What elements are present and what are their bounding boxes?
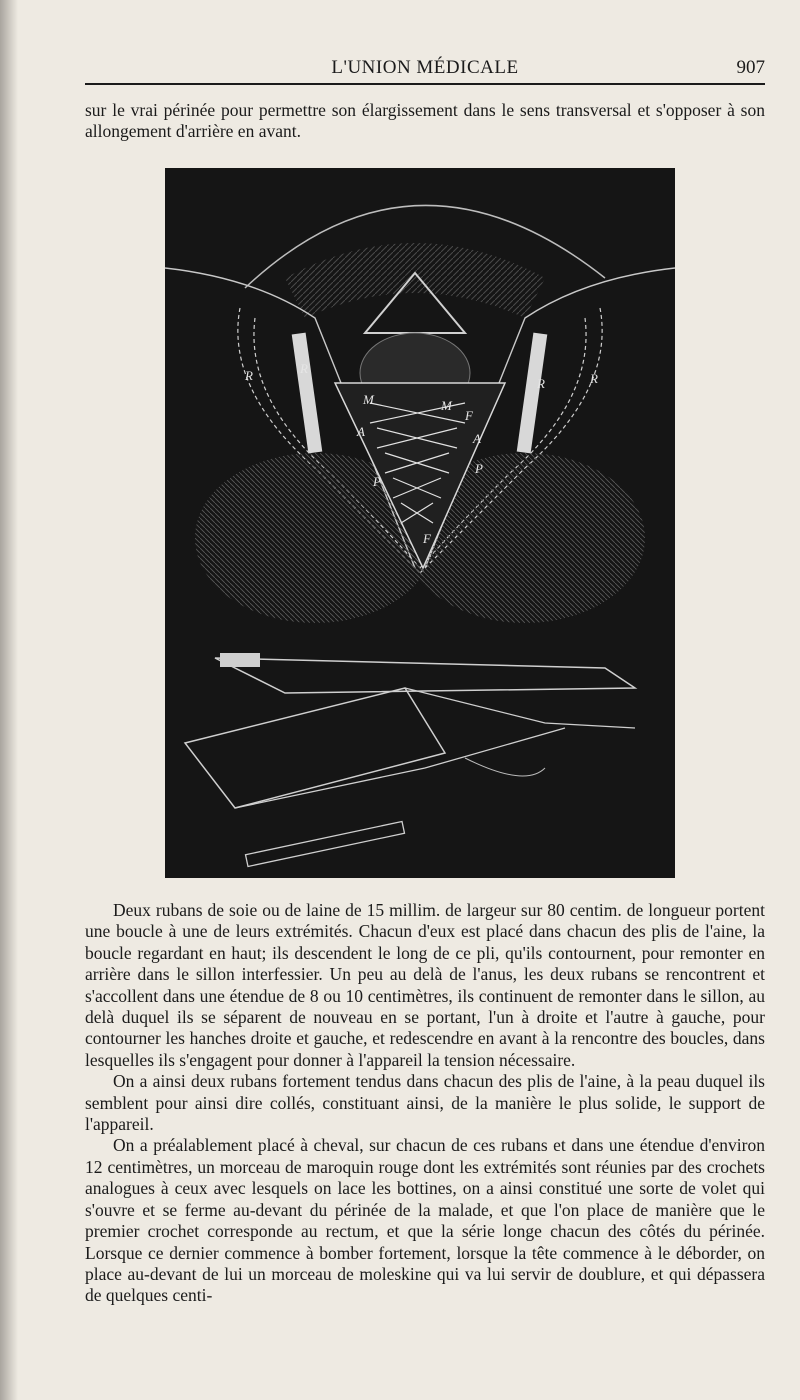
paragraph-maroquin: On a préalablement placé à cheval, sur chacun de ces rubans et dans une étendue d'environ 12 centimètres, un morceau de maroquin rouge dont les extrémités sont réunies par des crochets analogues à ceux avec lesquels on lace les bottines, on a ainsi constitué une sorte de volet qui s'ouvre et se ferme au-devant du périnée de la malade, et que l'on place de manière que le premier crochet corresponde au rectum, et que la série longe chacun des côtés du périnée. Lorsque ce dernier commence à bomber fortement, lorsque la tête commence à le déborder, on place au-devant de lui un morceau de moleskine qui va lui servir de doublure, et qui dépassera de quelques centi-	[85, 1135, 765, 1306]
page-gutter-shadow	[0, 0, 18, 1400]
figure-label-p-right: P	[475, 461, 483, 476]
engraving-figure	[165, 168, 675, 878]
figure-label-f-upper: F	[465, 408, 473, 423]
figure-label-m-left: M	[363, 392, 374, 407]
journal-title: L'UNION MÉDICALE	[331, 57, 519, 78]
page-number: 907	[736, 57, 765, 78]
figure-label-f-lower: F	[423, 531, 431, 546]
figure-label-r-outer-right: R	[590, 371, 598, 386]
figure-label-r-outer-left: R	[245, 368, 253, 383]
intro-paragraph: sur le vrai périnée pour permettre son élargissement dans le sens transversal et s'opposer à son allongement d'arrière en avant.	[85, 100, 765, 141]
figure-label-m-right: M	[441, 398, 452, 413]
paragraph-support: On a ainsi deux rubans fortement tendus dans chacun des plis de l'aine, à la peau duquel ils semblent pour ainsi dire collés, constituant ainsi, de la manière le plus solide, le support de l'appareil.	[85, 1071, 765, 1135]
running-header	[85, 55, 765, 85]
figure-label-r-inner-right: R	[537, 376, 545, 391]
engraving-illustration	[165, 168, 675, 878]
article-body	[85, 900, 765, 1307]
figure-label-r-inner-left: R	[300, 361, 308, 376]
figure-label-a-right: A	[473, 431, 481, 446]
figure-label-p-left: P	[373, 474, 381, 489]
paragraph-ribbons: Deux rubans de soie ou de laine de 15 millim. de largeur sur 80 centim. de longueur portent une boucle à une de leurs extrémités. Chacun d'eux est placé dans chacun des plis de l'aine, la boucle regardant en haut; ils descendent le long de ce pli, qu'ils contournent, pour remonter en arrière dans le sillon interfessier. Un peu au delà de l'anus, les deux rubans se rencontrent et s'accollent dans une étendue de 8 ou 10 centimètres, ils continuent de remonter dans le sillon, au delà duquel ils se séparent de nouveau en se portant, l'un à droite et l'autre à gauche, pour contourner les hanches droite et gauche, et redescendre en avant à la rencontre des boucles, dans lesquelles ils s'engagent pour donner à l'appareil la tension nécessaire.	[85, 900, 765, 1070]
figure-label-a-left: A	[357, 424, 365, 439]
